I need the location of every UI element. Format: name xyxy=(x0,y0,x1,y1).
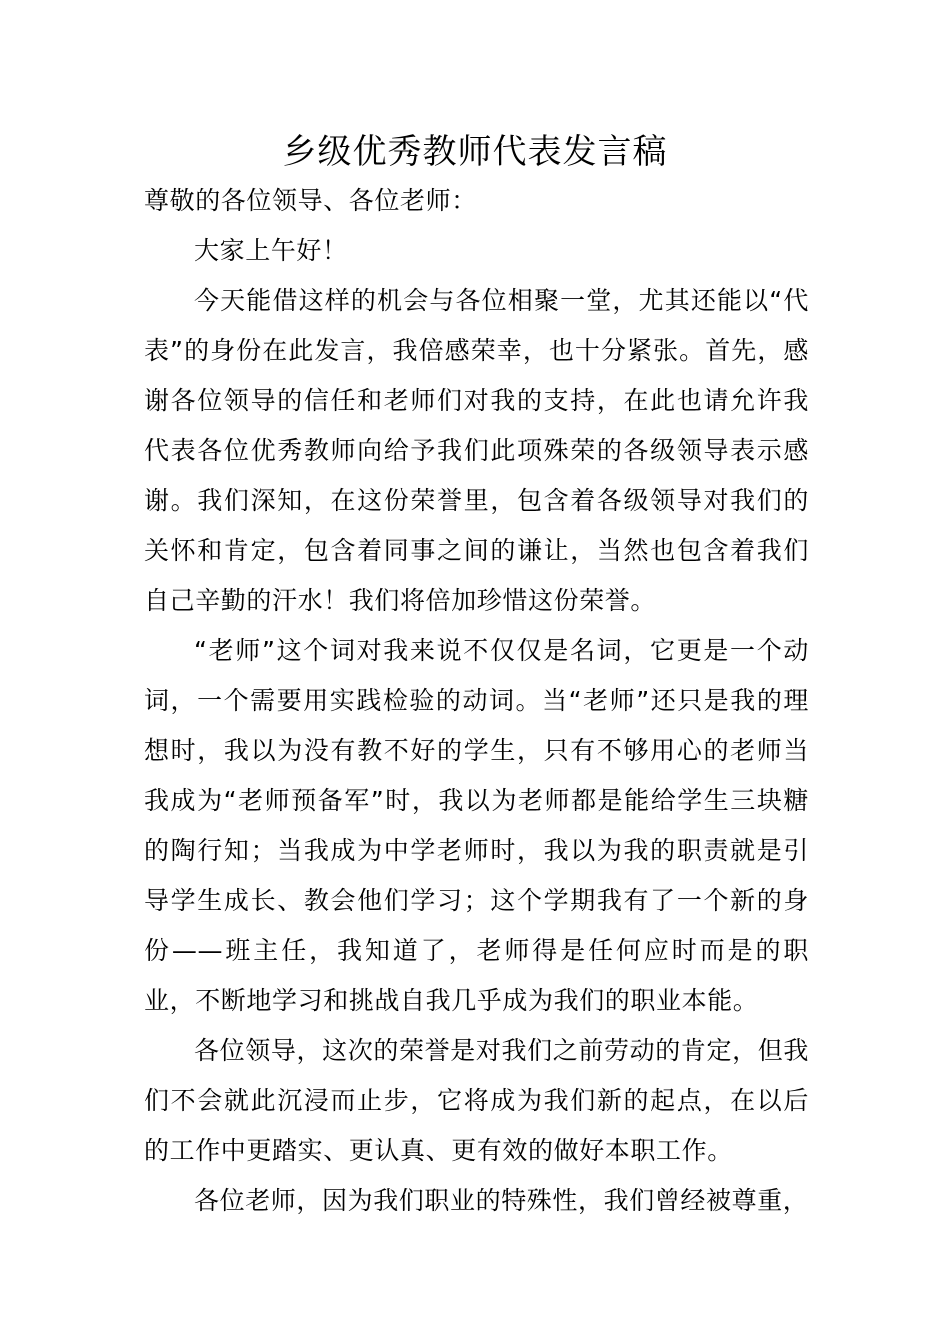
paragraph: “老师”这个词对我来说不仅仅是名词，它更是一个动词，一个需要用实践检验的动词。当“老师”还只是我的理想时，我以为没有教不好的学生，只有不够用心的老师当我成为“老师预备军”时，我以为老师都是能给学生三块糖的陶行知；当我成为中学老师时，我以为我的职责就是引导学生成长、教会他们学习；这个学期我有了一个新的身份——班主任，我知道了，老师得是任何应时而是的职业，不断地学习和挑战自我几乎成为我们的职业本能。 xyxy=(144,636,809,1015)
paragraph: 今天能借这样的机会与各位相聚一堂，尤其还能以“代表”的身份在此发言，我倍感荣幸，也十分紧张。首先，感谢各位领导的信任和老师们对我的支持，在此也请允许我代表各位优秀教师向给予我们此项殊荣的各级领导表示感谢。我们深知，在这份荣誉里，包含着各级领导对我们的关怀和肯定，包含着同事之间的谦让，当然也包含着我们自己辛勤的汗水！我们将倍加珍惜这份荣誉。 xyxy=(144,286,809,615)
paragraph: 各位老师，因为我们职业的特殊性，我们曾经被尊重， xyxy=(194,1186,809,1215)
salutation: 尊敬的各位领导、各位老师： xyxy=(144,186,477,215)
greeting: 大家上午好！ xyxy=(194,236,348,265)
paragraph: 各位领导，这次的荣誉是对我们之前劳动的肯定，但我们不会就此沉浸而止步，它将成为我们新的起点，在以后的工作中更踏实、更认真、更有效的做好本职工作。 xyxy=(144,1036,809,1165)
document-body xyxy=(144,176,809,1226)
document-title: 乡级优秀教师代表发言稿 xyxy=(282,132,668,172)
